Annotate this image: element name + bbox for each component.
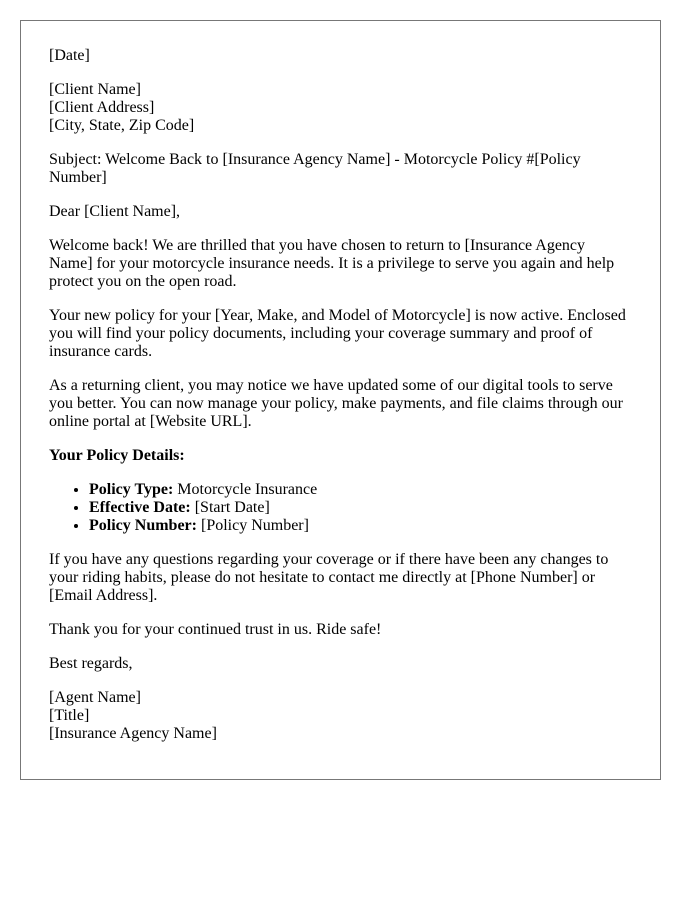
detail-label: Policy Type: [89, 481, 174, 498]
contact-paragraph: If you have any questions regarding your coverage or if there have been any changes to your riding habits, please do not hesitate to contact me directly at [Phone Number] or [Email Address]. [49, 551, 609, 604]
recipient-block [49, 81, 632, 135]
signature-block [49, 689, 632, 743]
detail-label: Effective Date: [89, 499, 191, 516]
list-item [89, 499, 632, 517]
details-heading: Your Policy Details: [49, 447, 185, 464]
thanks: Thank you for your continued trust in us. Ride safe! [49, 621, 382, 638]
subject-line: Subject: Welcome Back to [Insurance Agency Name] - Motorcycle Policy #[Policy Number] [49, 151, 581, 186]
body-paragraph: As a returning client, you may notice we have updated some of our digital tools to serve you better. You can now manage your policy, make payments, and file claims through our online portal at [Website URL]. [49, 377, 623, 430]
recipient-name: [Client Name] [49, 81, 141, 98]
agency-name: [Insurance Agency Name] [49, 725, 217, 742]
policy-details-list [49, 481, 632, 535]
salutation: Dear [Client Name], [49, 203, 181, 220]
recipient-address: [Client Address] [49, 99, 155, 116]
body-paragraph: Your new policy for your [Year, Make, and Model of Motorcycle] is now active. Enclosed you will find your policy documents, including your coverage summary and proof of insurance cards. [49, 307, 626, 360]
letter [20, 20, 661, 780]
date: [Date] [49, 47, 90, 64]
list-item [89, 517, 632, 535]
closing: Best regards, [49, 655, 133, 672]
recipient-city: [City, State, Zip Code] [49, 117, 195, 134]
body-paragraph: Welcome back! We are thrilled that you have chosen to return to [Insurance Agency Name] for your motorcycle insurance needs. It is a privilege to serve you again and help protect you on the open road. [49, 237, 615, 290]
detail-value: Motorcycle Insurance [173, 481, 318, 498]
detail-value: [Start Date] [190, 499, 270, 516]
agent-name: [Agent Name] [49, 689, 141, 706]
agent-title: [Title] [49, 707, 90, 724]
detail-value: [Policy Number] [196, 517, 309, 534]
detail-label: Policy Number: [89, 517, 197, 534]
list-item [89, 481, 632, 499]
